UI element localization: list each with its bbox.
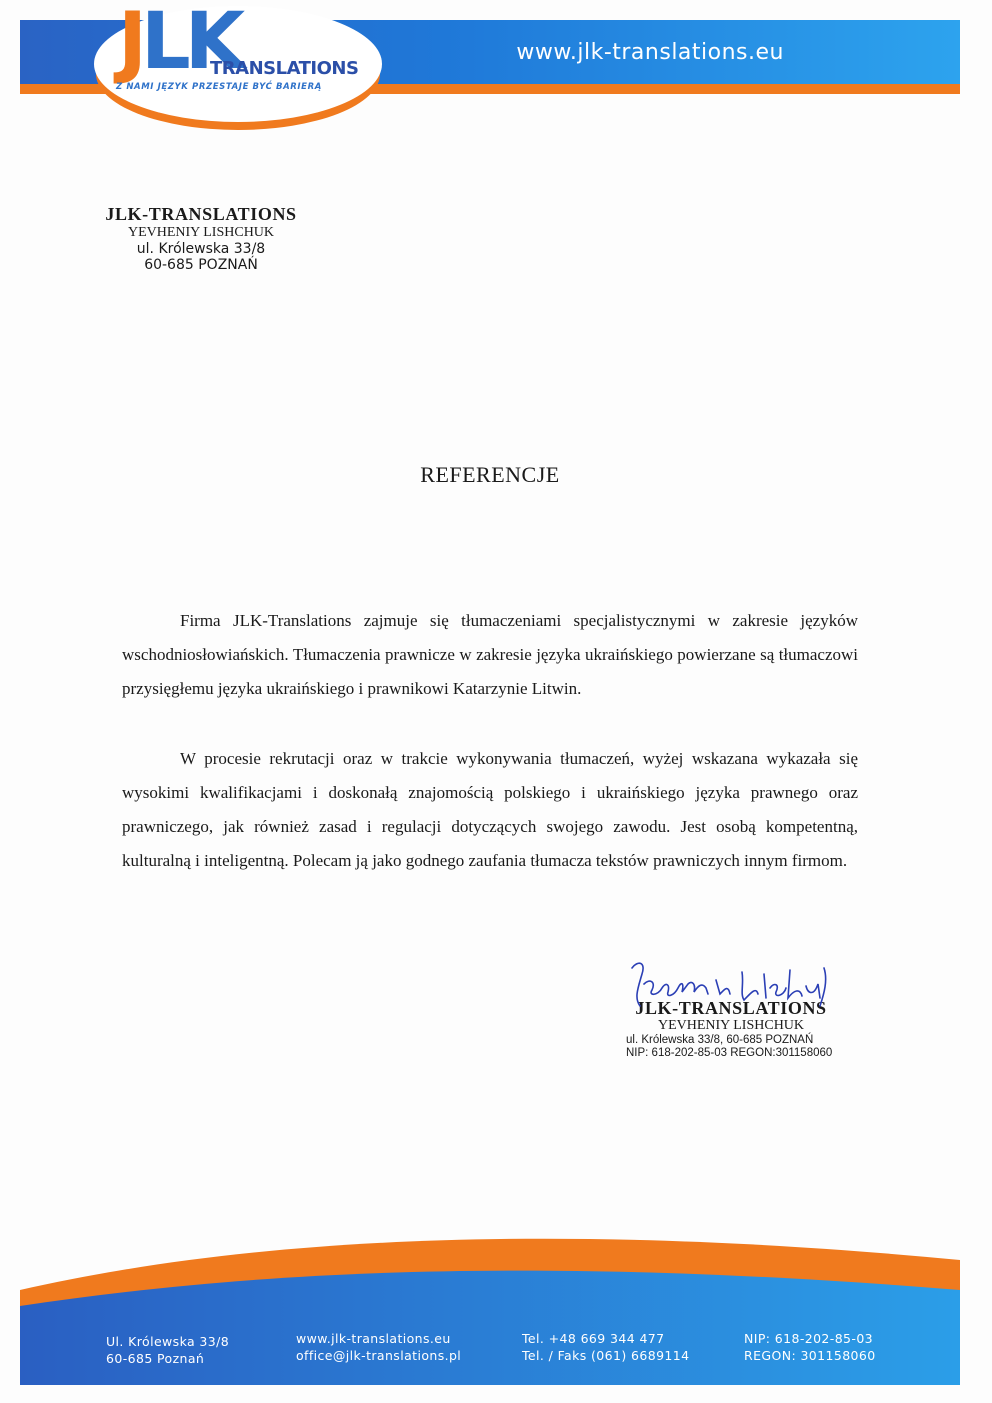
sender-company: JLK-TRANSLATIONS xyxy=(105,204,297,224)
stamp-company: JLK-TRANSLATIONS xyxy=(635,998,827,1018)
stamp-owner: YEVHENIY LISHCHUK xyxy=(657,1018,805,1034)
footer-registry xyxy=(744,1330,876,1364)
header-website[interactable]: www.jlk-translations.eu xyxy=(516,40,784,65)
footer-contact-phone xyxy=(522,1330,690,1364)
letter-paragraph-1: Firma JLK-Translations zajmuje się tłumaczeniami specjalistycznymi w zakresie języków wschodniosłowiańskich. Tłumaczenia prawnicze w zakresie języka ukraińskiego powierzane są tłumaczowi przysięgłemu języka ukraińskiego i prawnikowi Katarzynie Litwin. xyxy=(122,611,858,698)
footer-phone: Tel. +48 669 344 477 xyxy=(522,1331,665,1346)
footer-address-street: Ul. Królewska 33/8 xyxy=(106,1334,230,1349)
logo-mark-text: JLK xyxy=(118,0,240,87)
logo-brand: TRANSLATIONS xyxy=(210,58,359,79)
footer-regon: REGON: 301158060 xyxy=(744,1348,876,1363)
letter-title: REFERENCJE xyxy=(420,462,560,487)
logo-tagline: Z NAMI JĘZYK PRZESTAJE BYĆ BARIERĄ xyxy=(116,82,322,92)
footer-address xyxy=(106,1333,229,1367)
footer-website-link[interactable]: www.jlk-translations.eu xyxy=(296,1331,451,1346)
stamp-address: ul. Królewska 33/8, 60-685 POZNAŃ xyxy=(626,1033,814,1046)
footer-nip: NIP: 618-202-85-03 xyxy=(744,1331,874,1346)
handwritten-signature xyxy=(624,954,834,1024)
sender-street: ul. Królewska 33/8 xyxy=(136,240,266,257)
stamp-ids: NIP: 618-202-85-03 REGON:301158060 xyxy=(626,1046,833,1059)
footer-contact-web xyxy=(296,1330,461,1364)
sender-city: 60-685 POZNAŃ xyxy=(144,256,258,273)
letter-paragraph-2: W procesie rekrutacji oraz w trakcie wykonywania tłumaczeń, wyżej wskazana wykazała się wysokimi kwalifikacjami i doskonałą znajomością polskiego i ukraińskiego języka prawnego oraz prawniczego, jak również zasad i regulacji dotyczących swojego zawodu. Jest osobą kompetentną, kulturalną i inteligentną. Polecam ją jako godnego zaufania tłumacza tekstów prawniczych innym firmom. xyxy=(122,749,858,870)
footer-fax: Tel. / Faks (061) 6689114 xyxy=(522,1348,690,1363)
footer-email-link[interactable]: office@jlk-translations.pl xyxy=(296,1348,462,1363)
sender-owner: YEVHENIY LISHCHUK xyxy=(127,224,275,240)
sender-stamp xyxy=(96,204,306,273)
footer-address-city: 60-685 Poznań xyxy=(106,1351,205,1366)
